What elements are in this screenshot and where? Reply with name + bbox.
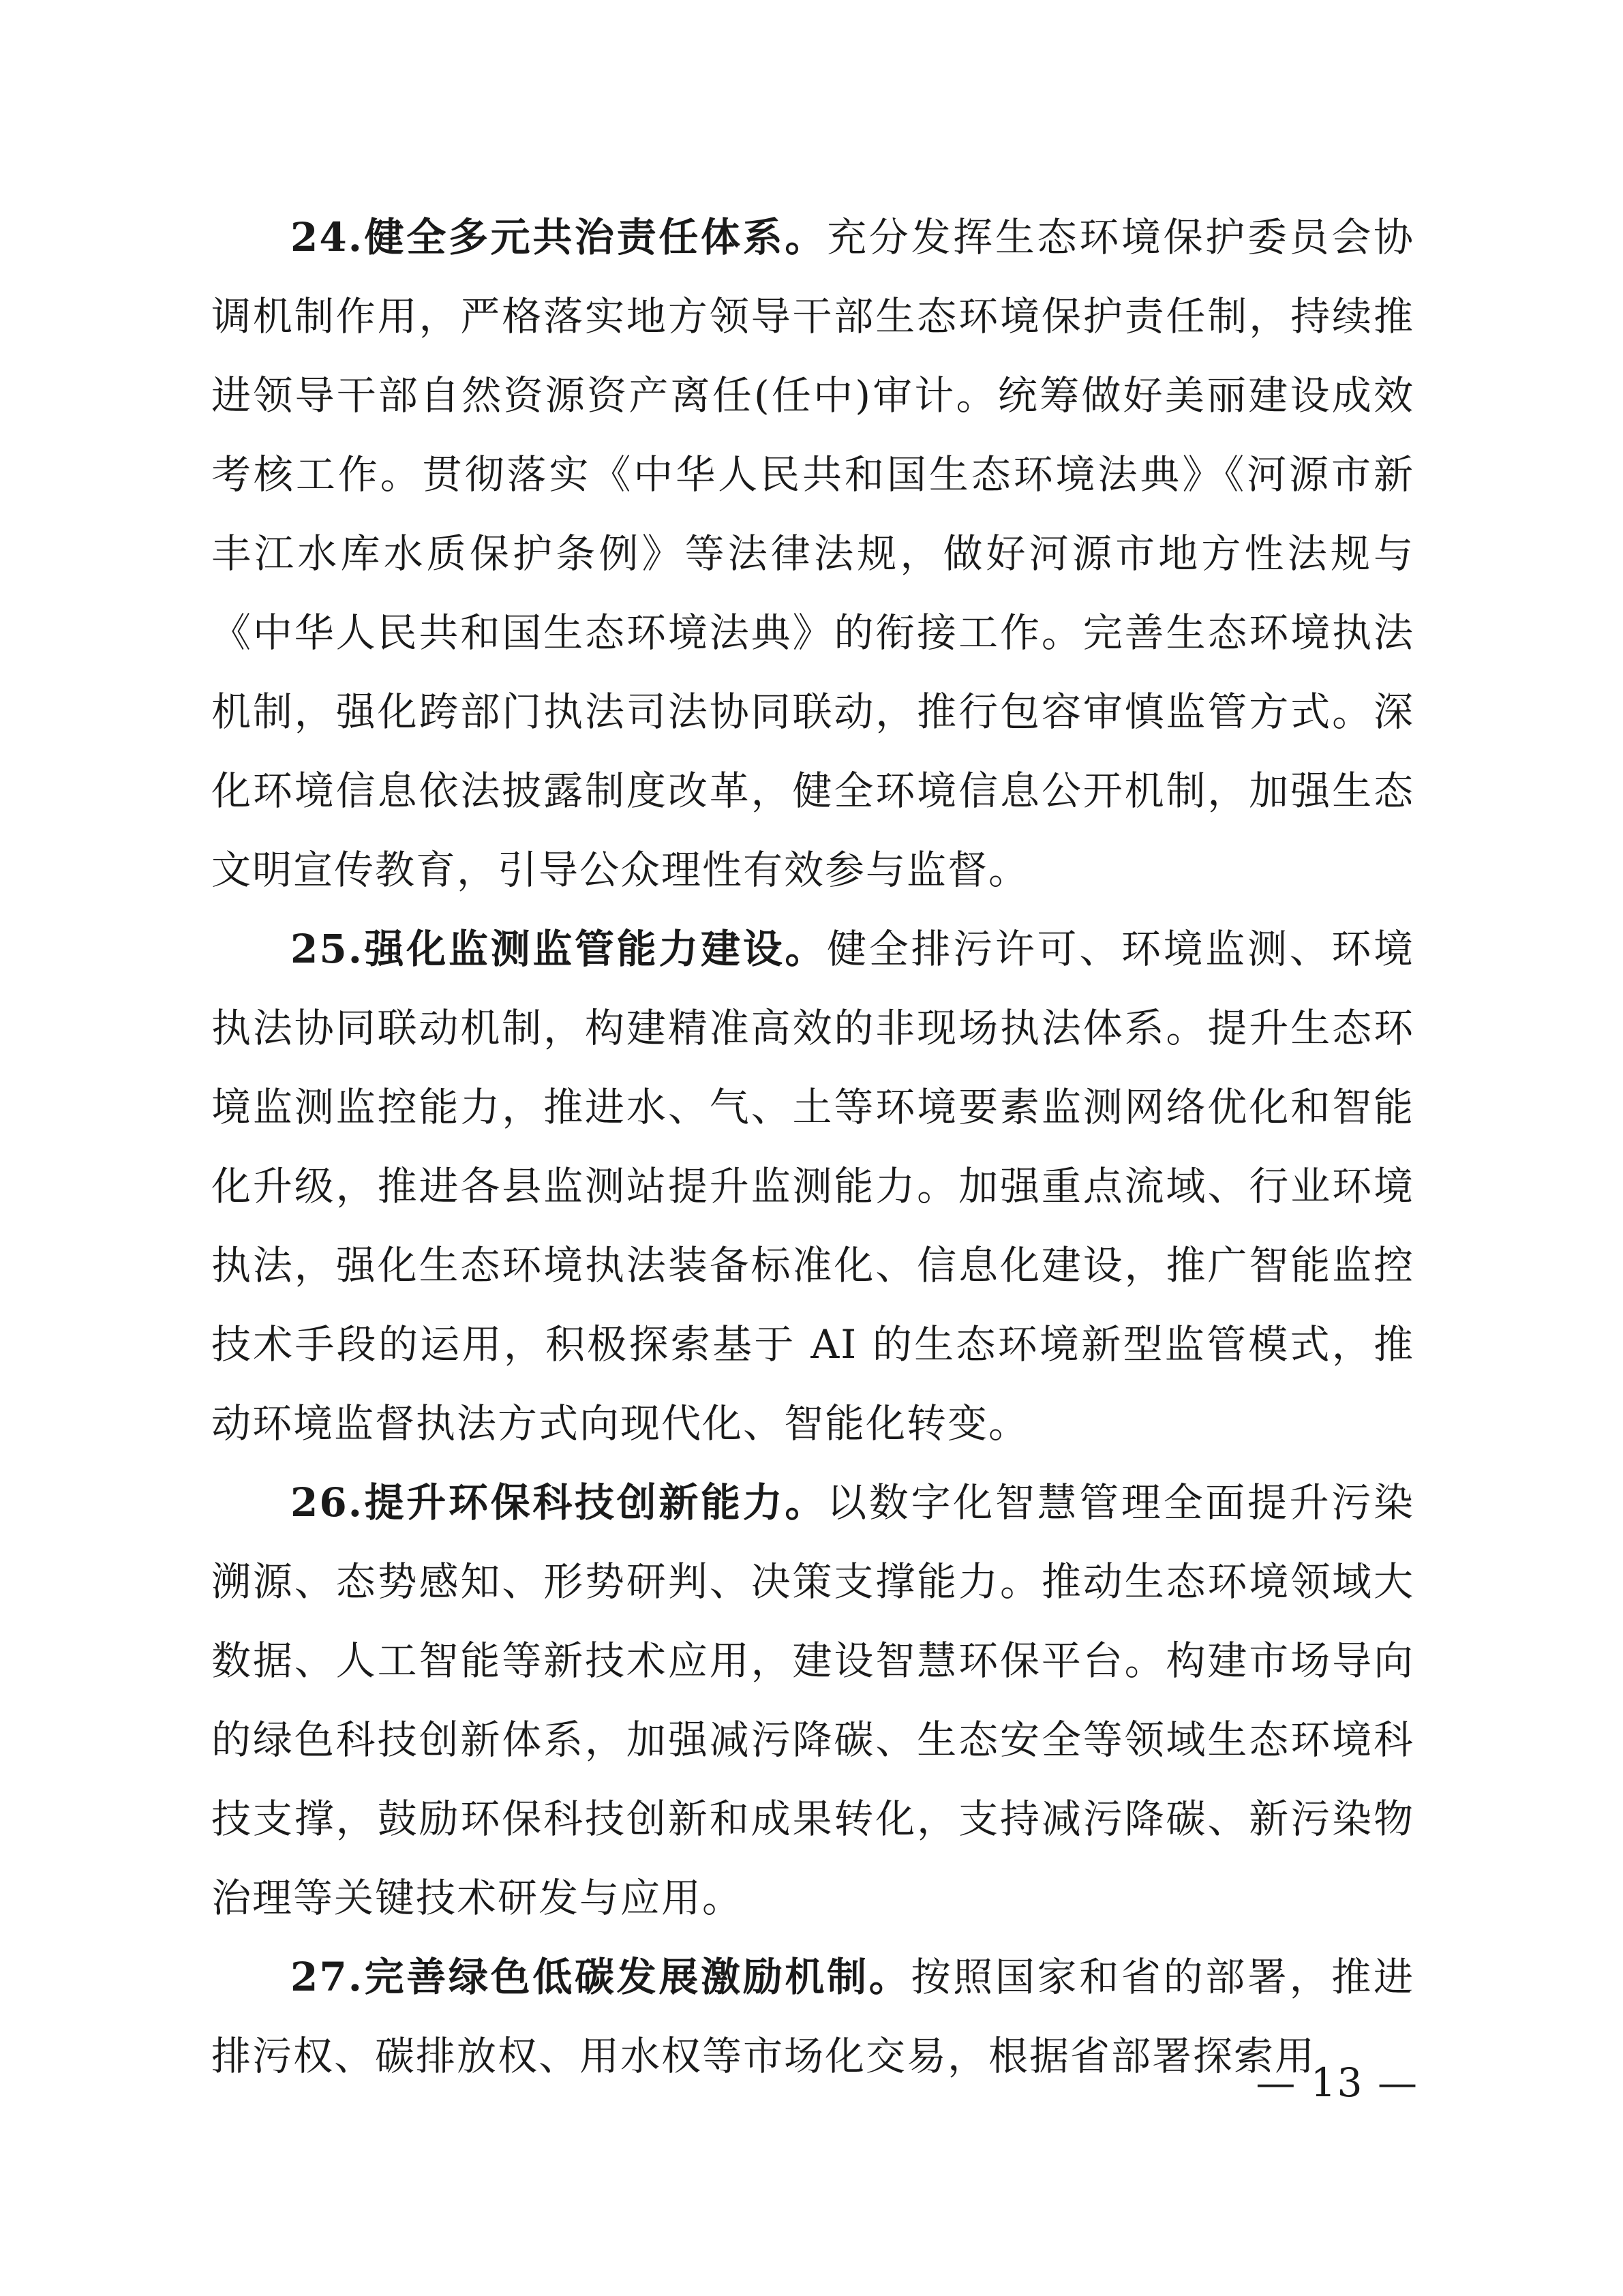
paragraph-heading: 27.完善绿色低碳发展激励机制。 [290, 1954, 911, 2000]
paragraph-text: 健全排污许可、环境监测、环境执法协同联动机制，构建精准高效的非现场执法体系。提升生态环境监测监控能力，推进水、气、土等环境要素监测网络优化和智能化升级，推进各县监测站提升监测能力。加强重点流域、行业环境执法，强化生态环境执法装备标准化、信息化建设，推广智能监控技术手段的运用，积极探索基于 AI 的生态环境新型监管模式，推动环境监督执法方式向现代化、智能化转变。 [211, 926, 1414, 1447]
paragraph-27 [211, 1937, 1414, 2096]
paragraph-heading: 26.提升环保科技创新能力。 [290, 1479, 828, 1526]
page-number: — 13 — [1256, 2059, 1419, 2106]
paragraph-26 [211, 1463, 1414, 1937]
paragraph-text: 充分发挥生态环境保护委员会协调机制作用，严格落实地方领导干部生态环境保护责任制，持续推进领导干部自然资源资产离任(任中)审计。统筹做好美丽建设成效考核工作。贯彻落实《中华人民共和国生态环境法典》《河源市新丰江水库水质保护条例》等法律法规，做好河源市地方性法规与《中华人民共和国生态环境法典》的衔接工作。完善生态环境执法机制，强化跨部门执法司法协同联动，推行包容审慎监管方式。深化环境信息依法披露制度改革，健全环境信息公开机制，加强生态文明宣传教育，引导公众理性有效参与监督。 [211, 214, 1414, 893]
paragraph-heading: 25.强化监测监管能力建设。 [290, 926, 828, 972]
paragraph-text: 以数字化智慧管理全面提升污染溯源、态势感知、形势研判、决策支撑能力。推动生态环境领域大数据、人工智能等新技术应用，建设智慧环保平台。构建市场导向的绿色科技创新体系，加强减污降碳、生态安全等领域生态环境科技支撑，鼓励环保科技创新和成果转化，支持减污降碳、新污染物治理等关键技术研发与应用。 [211, 1479, 1414, 1921]
document-body [211, 198, 1414, 2096]
paragraph-text: 按照国家和省的部署，推进排污权、碳排放权、用水权等市场化交易，根据省部署探索用 [211, 1954, 1414, 2079]
paragraph-24 [211, 198, 1414, 909]
paragraph-heading: 24.健全多元共治责任体系。 [290, 214, 828, 260]
paragraph-25 [211, 909, 1414, 1463]
